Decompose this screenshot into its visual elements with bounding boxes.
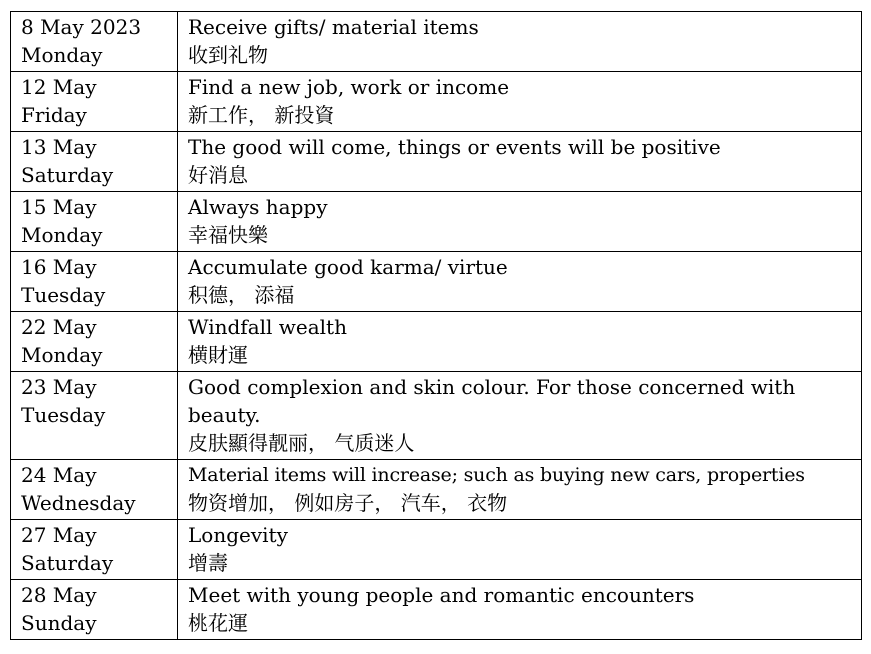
table-row bbox=[11, 252, 862, 312]
description-cell bbox=[178, 72, 862, 132]
chinese-description: 幸福快樂 bbox=[188, 223, 268, 247]
chinese-description: 皮肤顯得靓丽， 气质迷人 bbox=[188, 431, 415, 455]
description-cell bbox=[178, 132, 862, 192]
english-description: The good will come, things or events will be positive bbox=[188, 135, 721, 159]
chinese-description: 积德， 添福 bbox=[188, 283, 295, 307]
english-description: Receive gifts/ material items bbox=[188, 15, 479, 39]
date-text: 28 May bbox=[21, 583, 97, 607]
english-description: Good complexion and skin colour. For those concerned with beauty. bbox=[188, 375, 796, 427]
weekday-text: Tuesday bbox=[21, 283, 106, 307]
date-cell bbox=[11, 132, 178, 192]
auspicious-dates-table bbox=[10, 11, 862, 640]
chinese-description: 桃花運 bbox=[188, 611, 248, 635]
table-row bbox=[11, 372, 862, 460]
date-text: 12 May bbox=[21, 75, 97, 99]
weekday-text: Saturday bbox=[21, 551, 114, 575]
date-cell bbox=[11, 312, 178, 372]
table-row bbox=[11, 580, 862, 640]
english-description: Accumulate good karma/ virtue bbox=[188, 255, 508, 279]
weekday-text: Monday bbox=[21, 223, 103, 247]
table-row bbox=[11, 520, 862, 580]
weekday-text: Sunday bbox=[21, 611, 97, 635]
weekday-text: Wednesday bbox=[21, 491, 136, 515]
date-cell bbox=[11, 580, 178, 640]
date-text: 15 May bbox=[21, 195, 97, 219]
table-row bbox=[11, 12, 862, 72]
english-description: Always happy bbox=[188, 195, 328, 219]
date-cell bbox=[11, 520, 178, 580]
description-cell bbox=[178, 580, 862, 640]
date-cell bbox=[11, 192, 178, 252]
date-cell bbox=[11, 460, 178, 520]
english-description: Windfall wealth bbox=[188, 315, 347, 339]
weekday-text: Monday bbox=[21, 343, 103, 367]
table-row bbox=[11, 312, 862, 372]
chinese-description: 好消息 bbox=[188, 163, 248, 187]
date-text: 8 May 2023 bbox=[21, 15, 142, 39]
description-cell bbox=[178, 312, 862, 372]
table-row bbox=[11, 192, 862, 252]
english-description: Longevity bbox=[188, 523, 288, 547]
date-text: 16 May bbox=[21, 255, 97, 279]
weekday-text: Tuesday bbox=[21, 403, 106, 427]
description-cell bbox=[178, 372, 862, 460]
chinese-description: 增壽 bbox=[188, 551, 228, 575]
date-cell bbox=[11, 12, 178, 72]
chinese-description: 物资增加， 例如房子， 汽车， 衣物 bbox=[188, 491, 508, 515]
date-text: 24 May bbox=[21, 463, 97, 487]
english-description: Find a new job, work or income bbox=[188, 75, 510, 99]
table-row bbox=[11, 72, 862, 132]
table-row bbox=[11, 132, 862, 192]
description-cell bbox=[178, 12, 862, 72]
weekday-text: Monday bbox=[21, 43, 103, 67]
english-description: Material items will increase; such as buying new cars, properties bbox=[188, 464, 805, 486]
chinese-description: 新工作， 新投資 bbox=[188, 103, 335, 127]
weekday-text: Friday bbox=[21, 103, 87, 127]
description-cell bbox=[178, 460, 862, 520]
table-row bbox=[11, 460, 862, 520]
english-description: Meet with young people and romantic encounters bbox=[188, 583, 695, 607]
date-text: 23 May bbox=[21, 375, 97, 399]
description-cell bbox=[178, 192, 862, 252]
chinese-description: 横財運 bbox=[188, 343, 248, 367]
weekday-text: Saturday bbox=[21, 163, 114, 187]
date-cell bbox=[11, 252, 178, 312]
chinese-description: 收到礼物 bbox=[188, 43, 268, 67]
date-text: 27 May bbox=[21, 523, 97, 547]
date-cell bbox=[11, 372, 178, 460]
date-cell bbox=[11, 72, 178, 132]
description-cell bbox=[178, 520, 862, 580]
description-cell bbox=[178, 252, 862, 312]
date-text: 13 May bbox=[21, 135, 97, 159]
date-text: 22 May bbox=[21, 315, 97, 339]
